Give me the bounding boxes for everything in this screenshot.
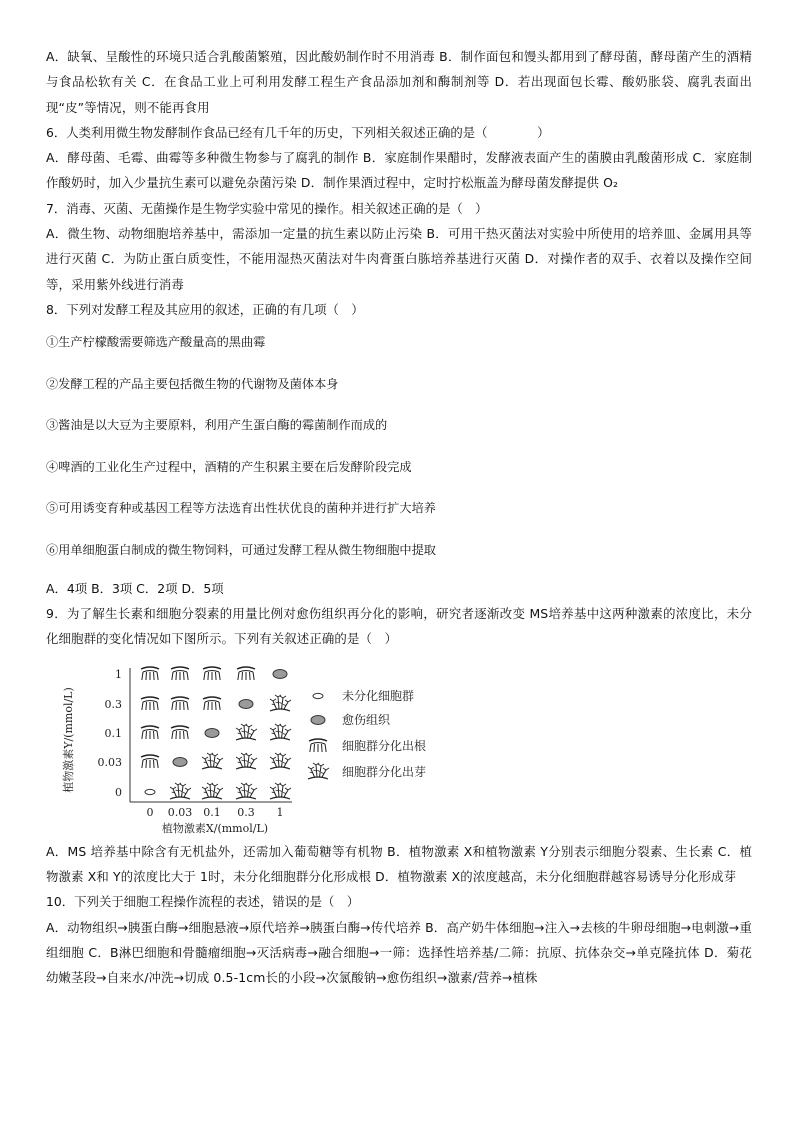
- x-tick-label: 0.3: [237, 805, 255, 819]
- grid-cell-shoot-icon: [236, 753, 257, 769]
- q6-options: A．酵母菌、毛霉、曲霉等多种微生物参与了腐乳的制作 B．家庭制作果醋时，发酵液表面产生的菌膜由乳酸菌形成 C．家庭制作酸奶时，加入少量抗生素可以避免杂菌污染 D．制作果酒过程中，定时拧松瓶盖为酵母菌发酵提供 O₂: [46, 150, 752, 191]
- grid-cell-callus-icon: [239, 699, 253, 708]
- legend-label: 细胞群分化出根: [342, 738, 427, 753]
- grid-cell-root-icon: [237, 667, 255, 680]
- grid-cell-callus-icon: [173, 757, 187, 766]
- q7-stem: 7．消毒、灭菌、无菌操作是生物学实验中常见的操作。相关叙述正确的是（ ）: [46, 200, 488, 216]
- legend-callus-icon: [311, 715, 325, 724]
- grid-cell-shoot-icon: [202, 783, 223, 799]
- x-axis-label: 植物激素X/(mmol/L): [161, 821, 269, 835]
- grid-cell-root-icon: [171, 697, 189, 710]
- grid-cell-shoot-icon: [270, 695, 291, 711]
- q8-statement-5: ⑤可用诱变育种或基因工程等方法选育出性状优良的菌种并进行扩大培养: [46, 501, 436, 516]
- exam-page: [46, 44, 752, 990]
- y-tick-label: 0.03: [97, 755, 122, 769]
- q9-options: A．MS 培养基中除含有无机盐外，还需加入葡萄糖等有机物 B．植物激素 X和植物激素 Y分别表示细胞分裂素、生长素 C．植物激素 X和 Y的浓度比大于 1时，未分化细胞群分化形成根 D．植物激素 X的浓度越高，未分化细胞群越容易诱导分化形成芽: [46, 843, 752, 884]
- grid-cell-root-icon: [171, 667, 189, 680]
- y-axis-label: 植物激素Y/(mmol/L): [62, 686, 75, 793]
- x-tick-label: 0.03: [167, 805, 193, 819]
- grid-cell-root-icon: [141, 755, 159, 768]
- q9-stem: 9．为了解生长素和细胞分裂素的用量比例对愈伤组织再分化的影响，研究者逐渐改变 MS培养基中这两种激素的浓度比，未分化细胞群的变化情况如下图所示。下列有关叙述正确的是（ ）: [46, 606, 752, 647]
- grid-cell-undiff-icon: [145, 789, 155, 794]
- x-tick-label: 1: [276, 805, 284, 819]
- grid-cell-root-icon: [203, 667, 221, 680]
- q6-stem: 6．人类利用微生物发酵制作食品已经有几千年的历史，下列相关叙述正确的是（ ）: [46, 124, 550, 140]
- grid-cell-shoot-icon: [202, 753, 223, 769]
- grid-cell-shoot-icon: [270, 753, 291, 769]
- grid-cell-root-icon: [141, 667, 159, 680]
- grid-cell-callus-icon: [205, 728, 219, 737]
- grid-cell-root-icon: [141, 697, 159, 710]
- grid-cell-root-icon: [203, 697, 221, 710]
- q8-statement-2: ②发酵工程的产品主要包括微生物的代谢物及菌体本身: [46, 376, 339, 391]
- q8-statement-6: ⑥用单细胞蛋白制成的微生物饲料，可通过发酵工程从微生物细胞中提取: [46, 542, 436, 557]
- q10-options: A．动物组织→胰蛋白酶→细胞悬液→原代培养→胰蛋白酶→传代培养 B．高产奶牛体细胞→注入→去核的牛卵母细胞→电刺激→重组细胞 C．B淋巴细胞和骨髓瘤细胞→灭活病毒→融合细胞→一筛：选择性培养基/二筛：抗原、抗体杂交→单克隆抗体 D．菊花幼嫩茎段→自来水/冲洗→切成 0.5-1cm长的小段→次氯酸钠→愈伤组织→激素/营养→植株: [46, 919, 752, 986]
- hormone-ratio-diagram: [60, 660, 480, 835]
- legend-root-icon: [309, 739, 327, 752]
- x-tick-label: 0: [146, 805, 154, 819]
- q10-stem: 10．下列关于细胞工程操作流程的表述，错误的是（ ）: [46, 894, 360, 910]
- q8-statement-3: ③酱油是以大豆为主要原料，利用产生蛋白酶的霉菌制作而成的: [46, 418, 388, 433]
- y-tick-label: 0: [115, 785, 122, 799]
- legend-undifferentiated-icon: [313, 693, 323, 698]
- q8-statement-4: ④啤酒的工业化生产过程中，酒精的产生积累主要在后发酵阶段完成: [46, 459, 412, 474]
- legend-shoot-icon: [308, 763, 329, 779]
- y-tick-label: 0.3: [104, 697, 122, 711]
- grid-cell-callus-icon: [273, 669, 287, 678]
- legend-label: 未分化细胞群: [342, 688, 415, 703]
- legend-label: 愈伤组织: [342, 712, 391, 727]
- q8-stem: 8．下列对发酵工程及其应用的叙述，正确的有几项（ ）: [46, 301, 364, 317]
- q8-statement-1: ①生产柠檬酸需要筛选产酸量高的黑曲霉: [46, 335, 266, 350]
- legend-label: 细胞群分化出芽: [342, 764, 427, 779]
- grid-cell-shoot-icon: [270, 783, 291, 799]
- y-tick-label: 1: [115, 667, 122, 681]
- q7-options: A．微生物、动物细胞培养基中，需添加一定量的抗生素以防止污染 B．可用干热灭菌法对实验中所使用的培养皿、金属用具等进行灭菌 C．为防止蛋白质变性，不能用湿热灭菌法对牛肉膏蛋白胨培养基进行灭菌 D．对操作者的双手、衣着以及操作空间等，采用紫外线进行消毒: [46, 226, 752, 292]
- grid-cell-root-icon: [141, 726, 159, 739]
- q8-options: A．4项 B．3项 C．2项 D．5项: [46, 580, 224, 596]
- grid-cell-shoot-icon: [236, 724, 257, 740]
- q8-statement-list: [46, 332, 752, 576]
- grid-cell-root-icon: [171, 726, 189, 739]
- grid-cell-shoot-icon: [170, 783, 191, 799]
- q5-options: A．缺氧、呈酸性的环境只适合乳酸菌繁殖，因此酸奶制作时不用消毒 B．制作面包和馒头都用到了酵母菌，酵母菌产生的酒精与食品松软有关 C．在食品工业上可利用发酵工程生产食品添加剂和酶制剂等 D．若出现面包长霉、酸奶胀袋、腐乳表面出现“皮”等情况，则不能再食用: [46, 49, 752, 115]
- q9-figure: [60, 660, 480, 835]
- x-tick-label: 0.1: [203, 805, 221, 819]
- y-tick-label: 0.1: [104, 726, 122, 740]
- grid-cell-shoot-icon: [236, 783, 257, 799]
- grid-cell-shoot-icon: [270, 724, 291, 740]
